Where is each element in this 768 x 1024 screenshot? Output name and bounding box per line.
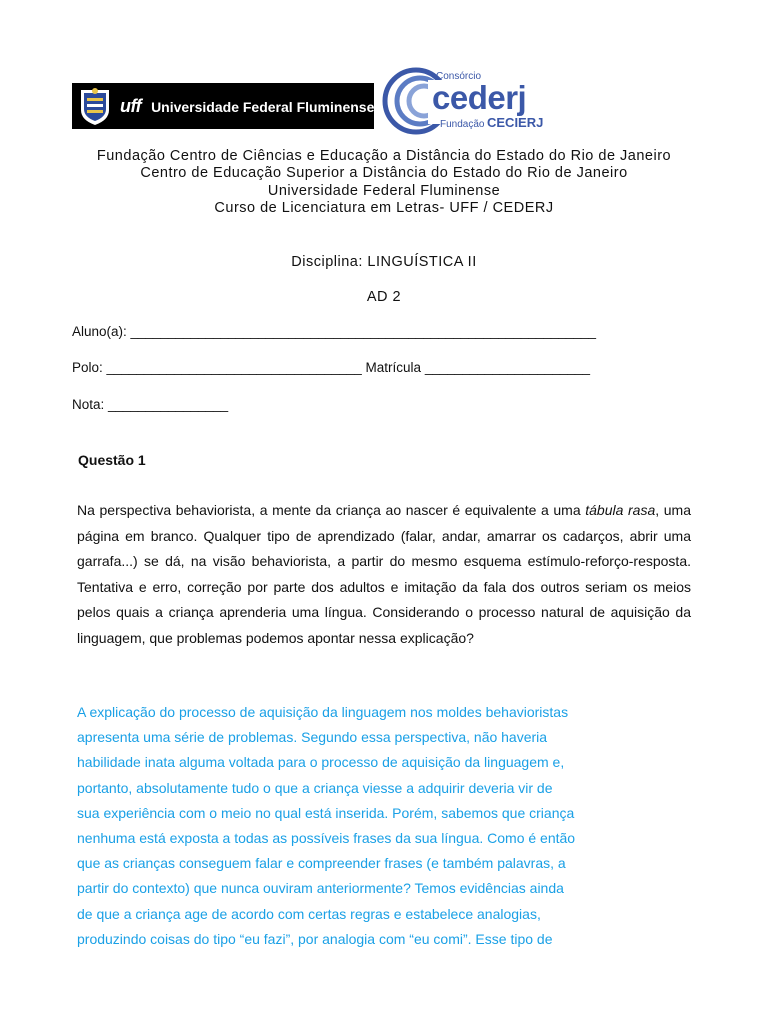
question-text: Na perspectiva behaviorista, a mente da criança ao nascer é equivalente a uma tábula rasa, uma página em branco. Qualquer tipo de aprendizado (falar, andar, amarrar os cadarços, abrir uma garrafa...) se dá, na visão behaviorista, a partir do mesmo esquema estímulo-reforço-resposta. Tentativa e erro, correção por parte dos adultos e imitação da fala dos outros seriam os meios pelos quais a criança aprenderia uma língua. Considerando o processo natural de aquisição da linguagem, que problemas podemos apontar nessa explicação? [77, 502, 691, 646]
answer-line: portanto, absolutamente tudo o que a criança viesse a adquirir deveria vir de [77, 779, 553, 796]
italic-term: tábula rasa [585, 502, 656, 518]
answer-text [77, 700, 677, 952]
uff-logo-text: Universidade Federal Fluminense [151, 98, 375, 115]
answer-line: habilidade inata alguma voltada para o processo de aquisição da linguagem e, [77, 754, 565, 771]
institution-line-1: Fundação Centro de Ciências e Educação a Distância do Estado do Rio de Janeiro [96, 148, 672, 164]
answer-line: produzindo coisas do tipo “eu fazi”, por analogia com “eu comi”. Esse tipo de [77, 930, 553, 947]
answer-line: de que a criança age de acordo com certas regras e estabelece analogias, [77, 905, 541, 922]
nota-field: Nota: ________________ [72, 397, 229, 412]
institution-line-3: Universidade Federal Fluminense [267, 183, 501, 199]
institution-line-2: Centro de Educação Superior a Distância do Estado do Rio de Janeiro [140, 165, 628, 181]
polo-matricula-field: Polo: __________________________________ Matrícula ______________________ [72, 360, 590, 375]
uff-logo [72, 83, 374, 129]
institution-line-4: Curso de Licenciatura em Letras- UFF / CEDERJ [214, 200, 554, 216]
cederj-logo [374, 66, 574, 136]
cederj-fundacao: Fundação [440, 119, 485, 130]
answer-line: A explicação do processo de aquisição da linguagem nos moldes behavioristas [77, 704, 569, 720]
aluno-field: Aluno(a): ______________________________________________________________ [72, 324, 597, 339]
answer-line: que as crianças conseguem falar e compreender frases (e também palavras, a [77, 855, 566, 872]
question-title: Questão 1 [78, 452, 146, 468]
uff-crest-icon [78, 86, 112, 126]
cederj-consorcio: Consórcio [436, 71, 482, 82]
cederj-cecierj: CECIERJ [487, 115, 544, 130]
cederj-name: cederj [432, 79, 527, 116]
assignment-title: AD 2 [366, 289, 402, 305]
uff-logo-mark: uff [120, 95, 142, 116]
discipline-title: Disciplina: LINGUÍSTICA II [291, 254, 477, 270]
answer-line: apresenta uma série de problemas. Segundo essa perspectiva, não haveria [77, 729, 548, 746]
answer-line: partir do contexto) que nunca ouviram anteriormente? Temos evidências ainda [77, 880, 564, 897]
answer-line: sua experiência com o meio no qual está inserida. Porém, sabemos que criança [77, 804, 575, 821]
answer-line: nenhuma está exposta a todas as possíveis frases da sua língua. Como é então [77, 830, 576, 847]
